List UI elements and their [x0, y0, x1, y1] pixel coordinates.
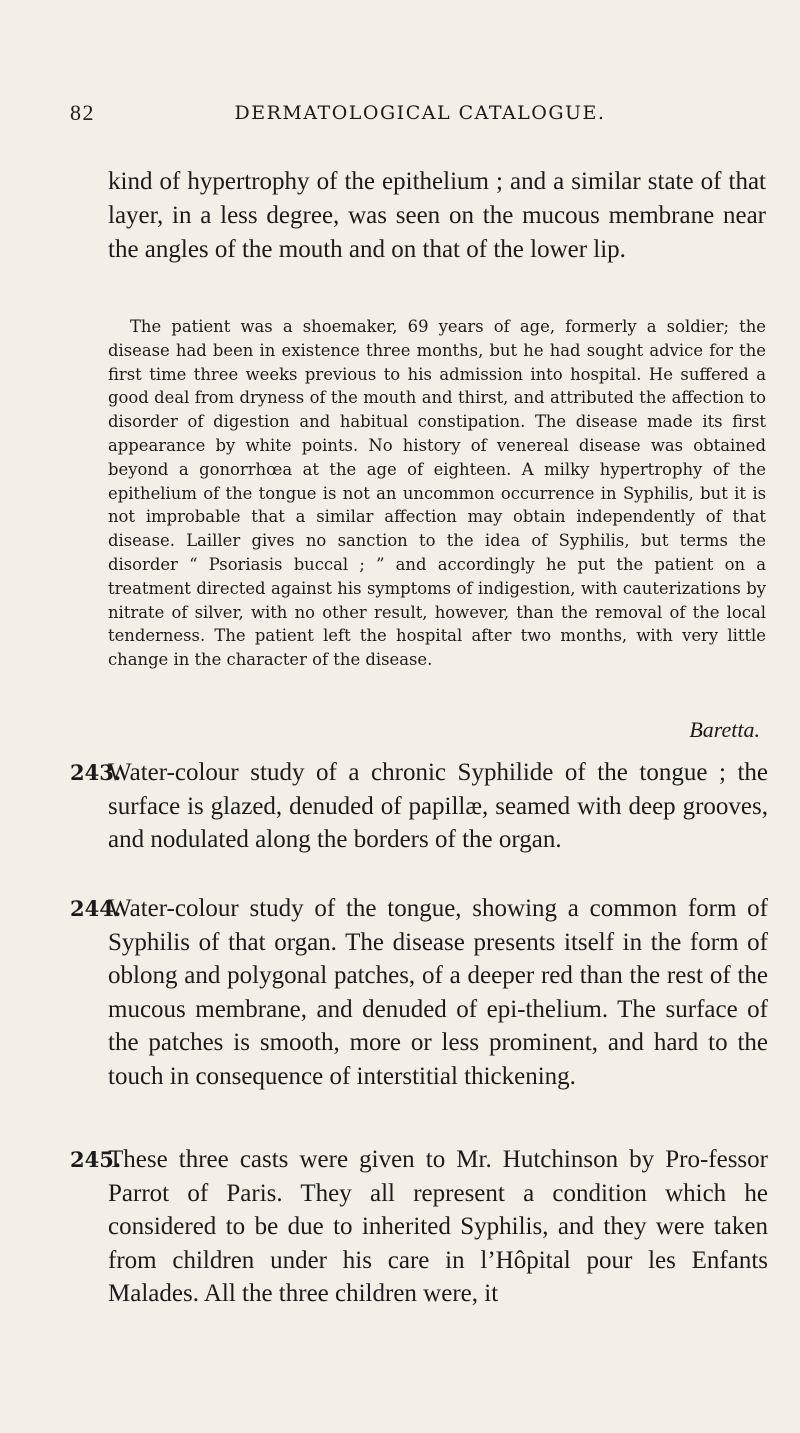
entry-text: Water-colour study of the tongue, showing a common form of Syphilis of that organ. The disease presents itself in the form of oblong and polygonal patches, of a deeper red than the rest of the mucous membrane, and denuded of epi-thelium. The surface of the patches is smooth, more or less prominent, and hard to the touch in consequence of interstitial thickening. [108, 895, 768, 1090]
page-header [70, 100, 740, 140]
entry-number: 244. [70, 896, 122, 921]
case-note-paragraph: The patient was a shoemaker, 69 years of age, formerly a soldier; the disease had been in existence three months, but he had sought advice for the first time three weeks previous to his admission into hospital. He suffered a good deal from dryness of the mouth and thirst, and attributed the affection to disorder of digestion and habitual constipation. The disease made its first appearance by white points. No history of venereal disease was obtained beyond a gonorrhœa at the age of eighteen. A milky hypertrophy of the epithelium of the tongue is not an uncommon occurrence in Syphilis, but it is not improbable that a similar affection may obtain independently of that disease. Lailler gives no sanction to the idea of Syphilis, but terms the disorder “ Psoriasis buccal ; ” and accordingly he put the patient on a treatment directed against his symptoms of indigestion, with cauterizations by nitrate of silver, with no other result, however, than the removal of the local tenderness. The patient left the hospital after two months, with very little change in the character of the disease. [108, 317, 766, 670]
entry-number: 245. [70, 1147, 122, 1172]
entry-text: Water-colour study of a chronic Syphilide of the tongue ; the surface is glazed, denuded of papillæ, seamed with deep grooves, and nodulated along the borders of the organ. [108, 759, 768, 853]
intro-paragraph: kind of hypertrophy of the epithelium ; and a similar state of that layer, in a less degree, was seen on the mucous membrane near the angles of the mouth and on that of the lower lip. [108, 168, 766, 263]
entry-number: 243. [70, 760, 122, 785]
page-number: 82 [70, 100, 95, 125]
catalogue-entry-243 [70, 756, 768, 857]
catalogue-entry-244 [70, 892, 768, 1093]
entry-text: These three casts were given to Mr. Hutchinson by Pro-fessor Parrot of Paris. They all represent a condition which he considered to be due to inherited Syphilis, and they were taken from children under his care in l’Hôpital pour les Enfants Malades. All the three children were, it [108, 1146, 768, 1307]
running-head: DERMATOLOGICAL CATALOGUE. [234, 102, 606, 124]
author-signature: Baretta. [689, 717, 760, 742]
catalogue-entry-245 [70, 1143, 768, 1311]
